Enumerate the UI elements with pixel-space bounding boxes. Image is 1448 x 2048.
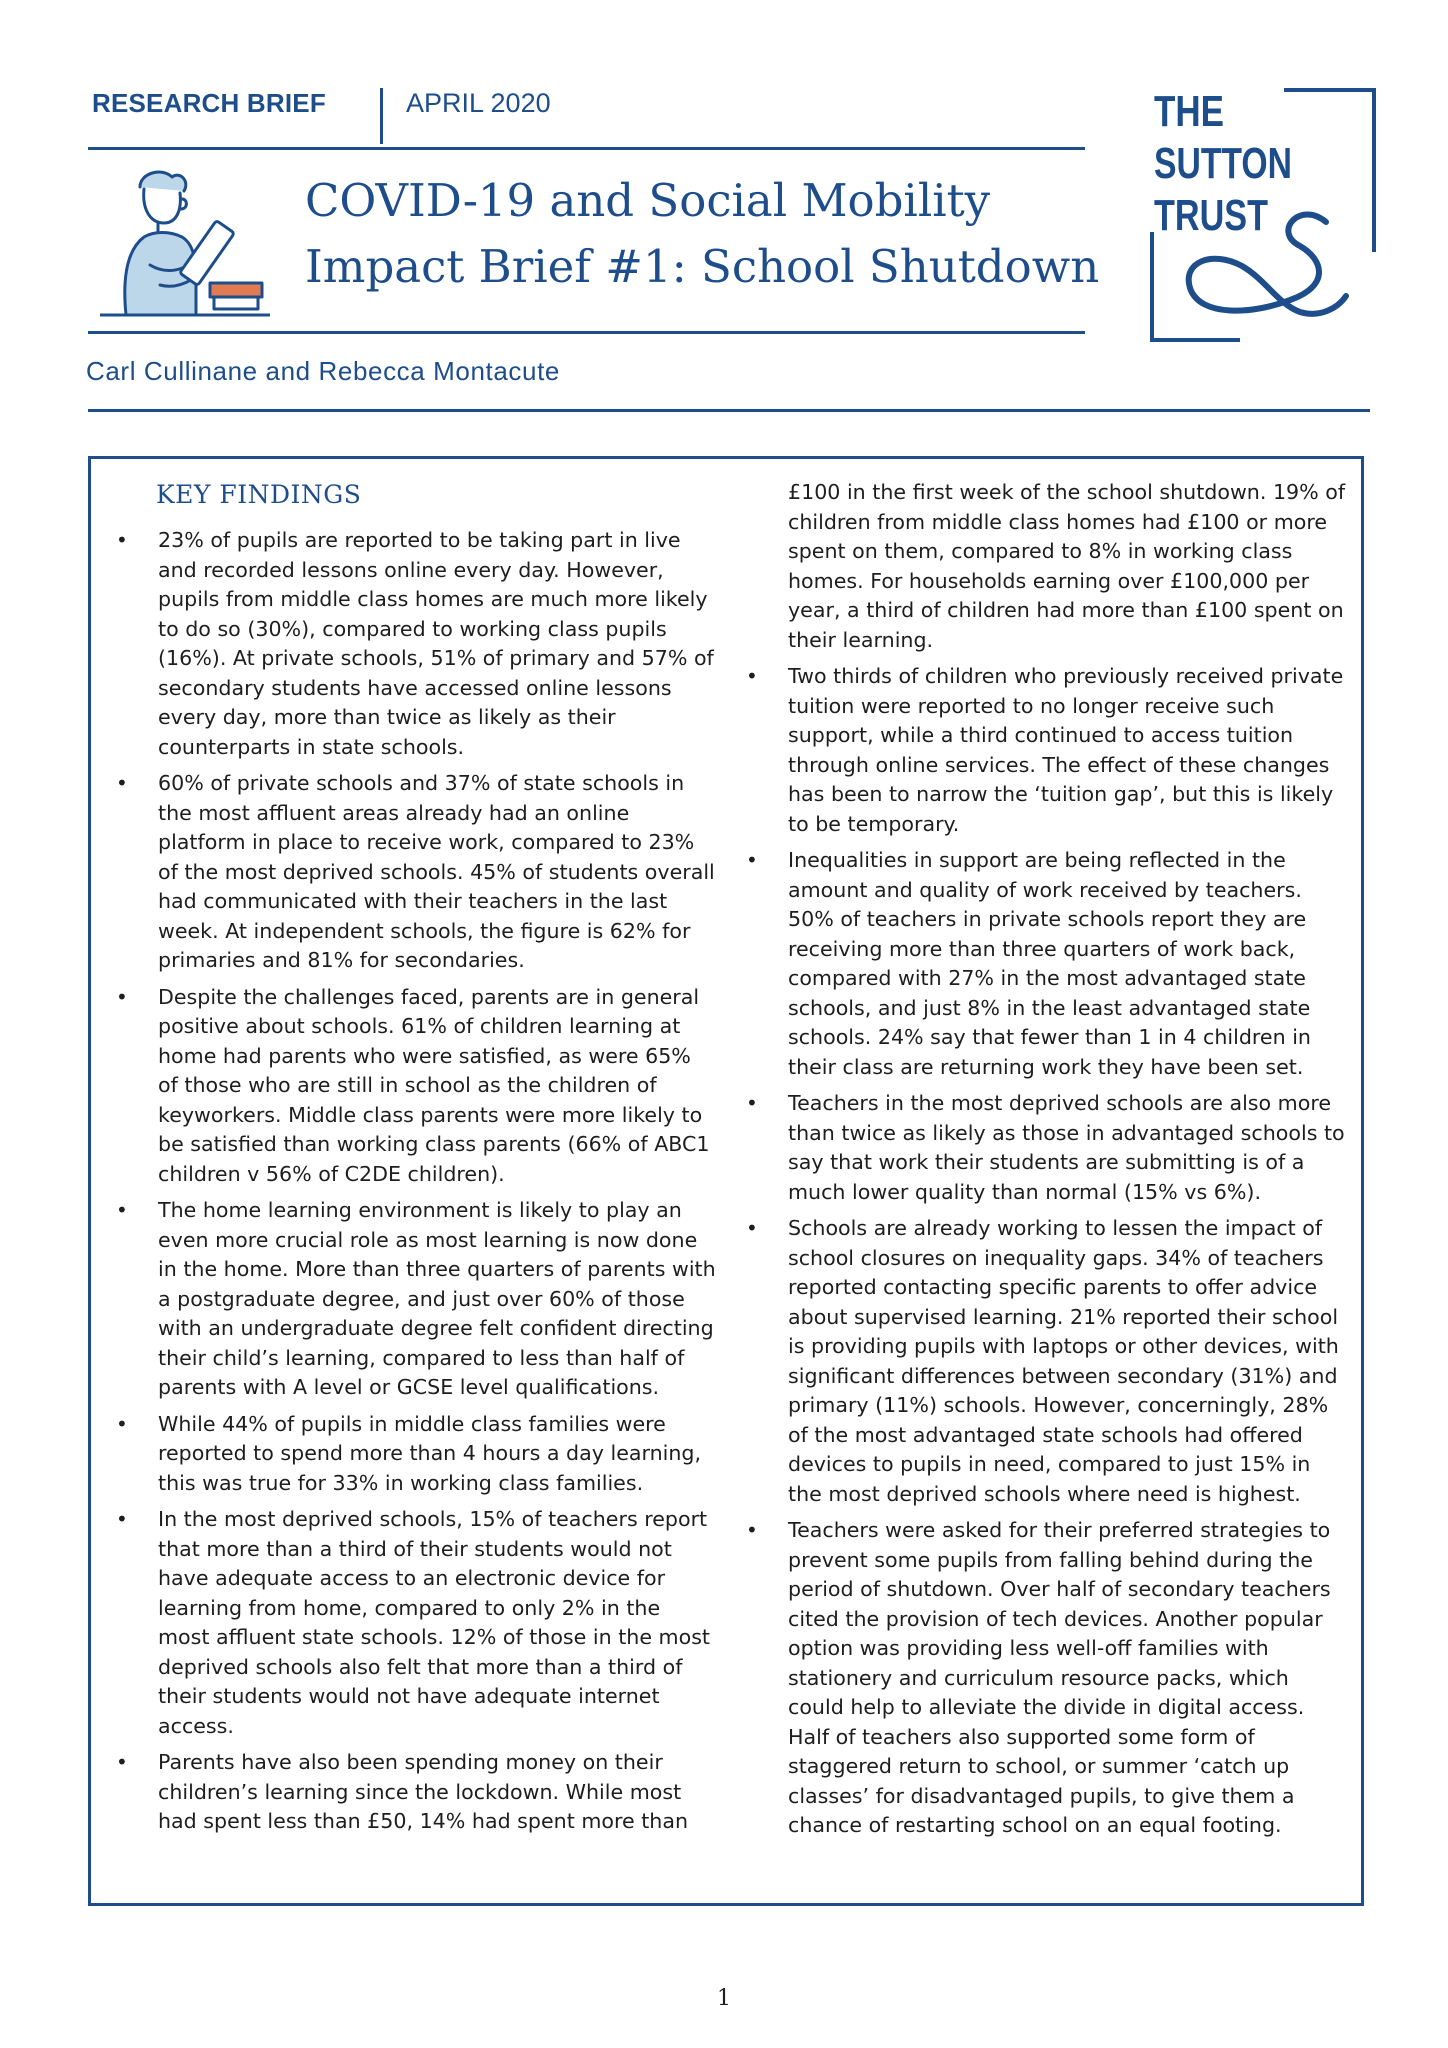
list-item <box>116 1748 716 1837</box>
bullet-icon: • <box>746 1216 758 1240</box>
bullet-icon: • <box>116 984 128 1009</box>
list-item <box>116 1505 716 1741</box>
finding-text: The home learning environment is likely to play an even more crucial role as most learning is now done in the home. More than three quarters of parents with a postgraduate degree, and just over 60% of those with an undergraduate degree felt confident directing their child’s learning, compared to less than half of parents with A level or GCSE level qualifications. <box>158 1198 716 1399</box>
finding-text: Inequalities in support are being reflected in the amount and quality of work received by teachers. 50% of teachers in private schools report they are receiving more than three quarters of work back, compared with 27% in the most advantaged state schools, and just 8% in the least advantaged state schools. 24% say that fewer than 1 in 4 children in their class are returning work they have been set. <box>788 848 1311 1079</box>
finding-text: £100 in the first week of the school shutdown. 19% of children from middle class homes had £100 or more spent on them, compared to 8% in working class homes. For households earning over £100,000 per year, a third of children had more than £100 spent on their learning. <box>788 480 1346 652</box>
list-item <box>116 526 716 762</box>
finding-text: Parents have also been spending money on their children’s learning since the lockdown. While most had spent less than £50, 14% had spent more than <box>158 1750 689 1833</box>
page-number: 1 <box>717 1986 731 2011</box>
title-line-1: COVID-19 and Social Mobility <box>305 174 991 227</box>
list-item <box>116 1410 716 1499</box>
bullet-icon: • <box>116 1411 128 1436</box>
list-item-continuation <box>746 478 1346 655</box>
title-line-2: Impact Brief #1: School Shutdown <box>305 240 1100 293</box>
list-item <box>116 769 716 976</box>
finding-text: 23% of pupils are reported to be taking part in live and recorded lessons online every day. However, pupils from middle class homes are much more likely to do so (30%), compared to working class pupils (16%). At private schools, 51% of primary and 57% of secondary students have accessed online lessons every day, more than twice as likely as their counterparts in state schools. <box>158 528 714 759</box>
sutton-trust-logo <box>1150 82 1380 348</box>
key-findings-right-column <box>746 478 1346 1848</box>
header-rule-bottom <box>88 331 1085 334</box>
list-item <box>746 846 1346 1082</box>
finding-text: In the most deprived schools, 15% of teachers report that more than a third of their students would not have adequate access to an electronic device for learning from home, compared to only 2% in the most affluent state schools. 12% of those in the most deprived schools also felt that more than a third of their students would not have adequate internet access. <box>158 1507 711 1738</box>
finding-text: Two thirds of children who previously received private tuition were reported to no longer receive such support, while a third continued to access tuition through online services. The effect of these changes has been to narrow the ‘tuition gap’, but this is likely to be temporary. <box>788 664 1344 836</box>
bullet-icon: • <box>116 771 128 795</box>
finding-text: Schools are already working to lessen the impact of school closures on inequality gaps. 34% of teachers reported contacting specific parents to offer advice about supervised learning. 21% reported their school is providing pupils with laptops or other devices, with significant differences between secondary (31%) and primary (11%) schools. However, concerningly, 28% of the most advantaged state schools had offered devices to pupils in need, compared to just 15% in the most deprived schools where need is highest. <box>788 1216 1339 1506</box>
bullet-icon: • <box>116 1750 128 1774</box>
list-item <box>746 1214 1346 1509</box>
key-findings-left-column <box>116 526 716 1844</box>
list-item <box>116 1196 716 1403</box>
svg-text:TRUST: TRUST <box>1154 191 1269 240</box>
finding-text: 60% of private schools and 37% of state schools in the most affluent areas already had an online platform in place to receive work, compared to 23% of the most deprived schools. 45% of students overall had communicated with their teachers in the last week. At independent schools, the figure is 62% for primaries and 81% for secondaries. <box>158 771 715 972</box>
bullet-icon: • <box>116 1507 128 1531</box>
page-title <box>305 168 1099 300</box>
bullet-icon: • <box>746 1091 758 1115</box>
svg-text:THE: THE <box>1154 87 1224 136</box>
bullet-icon: • <box>116 1198 128 1222</box>
authors-rule <box>88 409 1370 412</box>
doc-type-label: RESEARCH BRIEF <box>92 88 326 118</box>
authors: Carl Cullinane and Rebecca Montacute <box>86 356 560 386</box>
svg-text:SUTTON: SUTTON <box>1154 139 1292 188</box>
bullet-icon: • <box>746 1518 758 1542</box>
list-item <box>746 1089 1346 1207</box>
finding-text: While 44% of pupils in middle class families were reported to spend more than 4 hours a day learning, this was true for 33% in working class families. <box>158 1411 702 1495</box>
finding-text: Teachers were asked for their preferred strategies to prevent some pupils from falling behind during the period of shutdown. Over half of secondary teachers cited the provision of tech devices. Another popular option was providing less well-off families with stationery and curriculum resource packs, which could help to alleviate the divide in digital access. Half of teachers also supported some form of staggered return to school, or summer ‘catch up classes’ for disadvantaged pupils, to give them a chance of restarting school on an equal footing. <box>788 1518 1331 1837</box>
list-item <box>746 1516 1346 1841</box>
student-with-tablet-icon <box>100 165 270 325</box>
key-findings-heading: KEY FINDINGS <box>156 480 362 509</box>
bullet-icon: • <box>746 664 758 688</box>
header-divider <box>380 88 383 144</box>
bullet-icon: • <box>746 848 758 872</box>
finding-text: Despite the challenges faced, parents are in general positive about schools. 61% of children learning at home had parents who were satisfied, as were 65% of those who are still in school as the children of keyworkers. Middle class parents were more likely to be satisfied than working class parents (66% of ABC1 children v 56% of C2DE children). <box>158 984 710 1186</box>
header-rule-top <box>88 147 1085 150</box>
doc-date: APRIL 2020 <box>406 88 551 118</box>
finding-text: Teachers in the most deprived schools are also more than twice as likely as those in advantaged schools to say that work their students are submitting is of a much lower quality than normal (15% vs 6%). <box>788 1091 1345 1204</box>
list-item <box>116 983 716 1190</box>
list-item <box>746 662 1346 839</box>
bullet-icon: • <box>116 528 128 552</box>
